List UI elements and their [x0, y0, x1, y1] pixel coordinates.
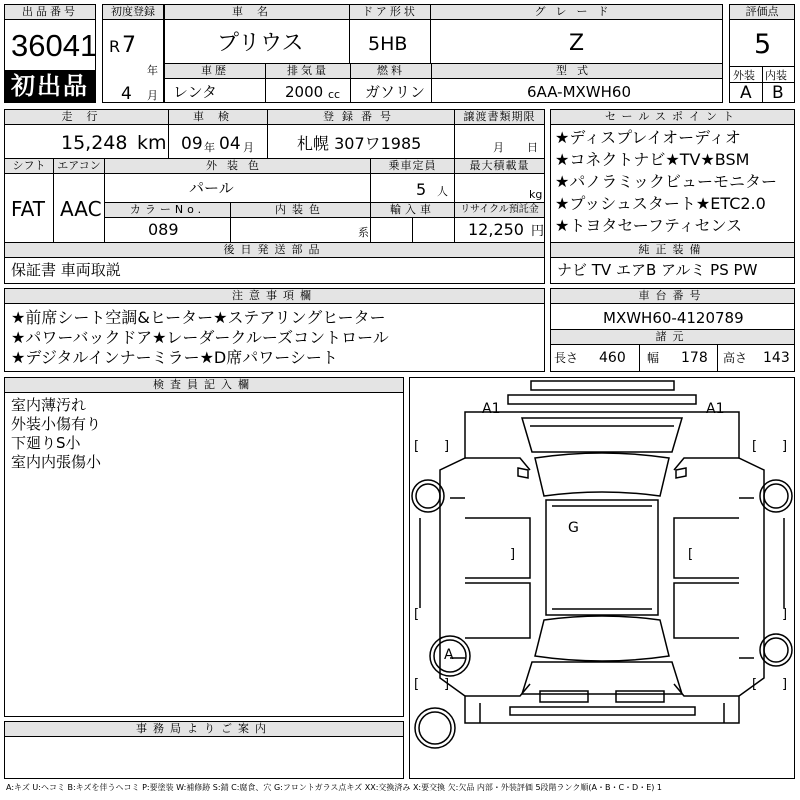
- exterior-color: パール: [189, 179, 234, 197]
- front-bumper-top-bar: [531, 381, 674, 390]
- sales-point-item: ★プッシュスタート★ETC2.0: [555, 194, 766, 213]
- score-box: [729, 4, 795, 103]
- mark-rear-left: A: [444, 647, 454, 663]
- chassis-number: MXWH60-4120789: [603, 309, 744, 327]
- spare-wheel: [415, 708, 455, 748]
- recycle-amount: 12,250: [468, 220, 524, 239]
- inspection-label: 車検: [169, 110, 267, 125]
- mark-front-right: A1: [706, 401, 725, 417]
- width: 178: [681, 350, 708, 366]
- length-label: 長さ: [554, 351, 579, 365]
- inspector-note-line: 室内薄汚れ: [11, 396, 87, 414]
- first-registration-label: 初度登録: [103, 5, 163, 20]
- color-number: 089: [148, 220, 179, 239]
- recycle-unit: 円: [531, 224, 545, 239]
- model-label: 型式: [432, 64, 722, 79]
- inspector-note-line: 室内内張傷小: [11, 453, 102, 471]
- height-label: 高さ: [723, 351, 748, 365]
- damage-diagram: [409, 377, 795, 779]
- registration-month: 4: [121, 84, 132, 104]
- transfer-day-unit: 日: [527, 141, 540, 154]
- car-name: プリウス: [217, 31, 304, 56]
- grade: Z: [569, 31, 585, 56]
- displacement-unit: cc: [328, 88, 341, 101]
- bracket-10: ]: [510, 547, 516, 562]
- bracket-8: ]: [782, 677, 788, 692]
- bracket-6: ]: [444, 677, 450, 692]
- bracket-1: [: [414, 439, 420, 454]
- displacement: 2000: [285, 83, 324, 101]
- listing-number-box: [4, 4, 96, 103]
- front-left-wheel: [412, 480, 444, 512]
- equipment: ナビ TV エアB アルミ PS PW: [557, 261, 758, 279]
- note-line: ★前席シート空調&ヒーター★ステアリングヒーター: [11, 308, 386, 327]
- chassis-box: [550, 288, 795, 372]
- month-unit: 月: [147, 89, 160, 102]
- history: レンタ: [173, 83, 218, 101]
- details-box: [4, 109, 545, 284]
- inspector-box: [4, 377, 404, 717]
- bracket-12: ]: [782, 607, 788, 622]
- sales-point-item: ★ディスプレイオーディオ: [555, 128, 741, 147]
- notes-label: 注意事項欄: [5, 289, 544, 304]
- ac-label: エアコン: [54, 159, 104, 174]
- shipping-parts: 保証書 車両取説: [11, 261, 121, 279]
- door-label: ドア形状: [350, 5, 430, 20]
- equipment-label: 純正装備: [551, 243, 794, 258]
- bracket-4: ]: [782, 439, 788, 454]
- vehicle-info-box: [164, 4, 723, 103]
- color-number-label: カラーNo.: [105, 203, 230, 218]
- car-name-label: 車名: [165, 5, 349, 20]
- bracket-9: [: [414, 607, 420, 622]
- inspector-note-line: 外装小傷有り: [11, 415, 102, 433]
- door-shape: 5HB: [368, 33, 408, 55]
- length: 460: [599, 350, 626, 366]
- capacity-unit: 人: [437, 185, 450, 198]
- first-listing-badge: [5, 70, 95, 102]
- registration-number: 札幌 307ワ1985: [297, 134, 422, 153]
- inspector-note-line: 下廻りS小: [11, 434, 81, 452]
- capacity-label: 乗車定員: [371, 159, 454, 174]
- mileage-unit: km: [137, 132, 167, 154]
- width-label: 幅: [647, 351, 660, 365]
- hood: [522, 418, 682, 452]
- registration-label: 登録番号: [268, 110, 454, 125]
- bracket-2: ]: [444, 439, 450, 454]
- right-front-door: [674, 518, 739, 578]
- era-letter: R: [109, 37, 121, 56]
- history-label: 車歴: [165, 64, 265, 79]
- right-rear-door: [674, 583, 739, 638]
- capacity: 5: [416, 180, 427, 199]
- interior-color-label: 内装色: [231, 203, 370, 218]
- exterior-label: 外装: [733, 69, 755, 82]
- office-box: [4, 721, 404, 779]
- registration-year: 7: [122, 33, 136, 58]
- left-tail-light: [540, 691, 588, 702]
- sales-point-item: ★パノラミックビューモニター: [555, 172, 778, 191]
- sales-points-label: セールスポイント: [551, 110, 794, 125]
- inspector-label: 検査員記入欄: [5, 378, 403, 393]
- score-label: 評価点: [730, 5, 794, 20]
- bracket-7: [: [752, 677, 758, 692]
- transfer-month-unit: 月: [493, 141, 506, 154]
- bracket-5: [: [414, 677, 420, 692]
- exterior-color-label: 外装色: [105, 159, 370, 174]
- displacement-label: 排気量: [266, 64, 350, 79]
- inspection-month-unit: 月: [243, 141, 256, 154]
- dimensions-label: 諸元: [551, 330, 794, 345]
- bracket-3: [: [752, 439, 758, 454]
- note-line: ★デジタルインナーミラー★D席パワーシート: [11, 348, 338, 367]
- right-tail-light: [616, 691, 664, 702]
- car-outline-svg: [410, 378, 794, 778]
- listing-number-label: 出品番号: [5, 5, 95, 20]
- max-load-unit: kg: [529, 188, 543, 201]
- score: 5: [754, 29, 772, 60]
- shipping-label: 後日発送部品: [5, 243, 544, 258]
- front-windshield: [535, 453, 669, 496]
- transfer-label: 譲渡書類期限: [455, 110, 544, 125]
- trunk: [522, 662, 682, 694]
- left-front-door: [465, 518, 530, 578]
- import-label: 輸入車: [371, 203, 454, 218]
- front-right-wheel: [760, 480, 792, 512]
- mileage: 15,248: [61, 132, 128, 154]
- interior-grade: B: [772, 83, 784, 103]
- rear-right-wheel: [760, 634, 792, 666]
- shift-label: シフト: [5, 159, 53, 174]
- interior-color-unit: 系: [358, 226, 371, 239]
- chassis-label: 車台番号: [551, 289, 794, 304]
- roof: [546, 500, 658, 615]
- max-load-label: 最大積載量: [455, 159, 544, 174]
- recycle-label: リサイクル預託金: [455, 203, 544, 218]
- exterior-grade: A: [740, 83, 752, 103]
- front-bumper-bar: [508, 395, 696, 404]
- mark-glass: G: [568, 520, 579, 536]
- legend: A:キズ U:ヘコミ B:キズを伴うヘコミ P:要塗装 W:補修跡 S:錆 C:腐食、穴 G:フロントガラス点キズ XX:交換済み X:要交換 欠:欠品 内部・外装評価 5段階ランク順(A・B・C・D・E) 1: [6, 783, 663, 792]
- listing-number: 36041: [11, 28, 98, 63]
- interior-label: 内装: [765, 69, 787, 82]
- first-registration-box: [102, 4, 164, 103]
- fuel: ガソリン: [365, 83, 426, 101]
- mileage-label: 走行: [5, 110, 168, 125]
- inspection-month: 04: [219, 134, 241, 154]
- height: 143: [763, 350, 790, 366]
- rear-windshield: [535, 616, 669, 661]
- note-line: ★パワーバックドア★レーダークルーズコントロール: [11, 328, 389, 347]
- inspection-year: 09: [181, 134, 203, 154]
- year-unit: 年: [147, 64, 160, 77]
- left-rear-door: [465, 583, 530, 638]
- sales-points-box: [550, 109, 795, 284]
- model: 6AA-MXWH60: [527, 83, 631, 101]
- inspection-year-unit: 年: [204, 141, 217, 154]
- sales-point-item: ★コネクトナビ★TV★BSM: [555, 150, 750, 169]
- mark-front-left: A1: [482, 401, 501, 417]
- rear-bumper-bar: [510, 707, 695, 715]
- fuel-label: 燃料: [351, 64, 431, 79]
- sales-point-item: ★トヨタセーフティセンス: [555, 216, 743, 235]
- office-label: 事務局よりご案内: [5, 722, 403, 737]
- first-listing-text: 初出品: [11, 72, 89, 100]
- bracket-11: [: [688, 547, 694, 562]
- air-conditioner: AAC: [60, 197, 102, 221]
- grade-label: グレード: [431, 5, 722, 20]
- shift: FAT: [11, 197, 46, 221]
- notes-box: [4, 288, 545, 372]
